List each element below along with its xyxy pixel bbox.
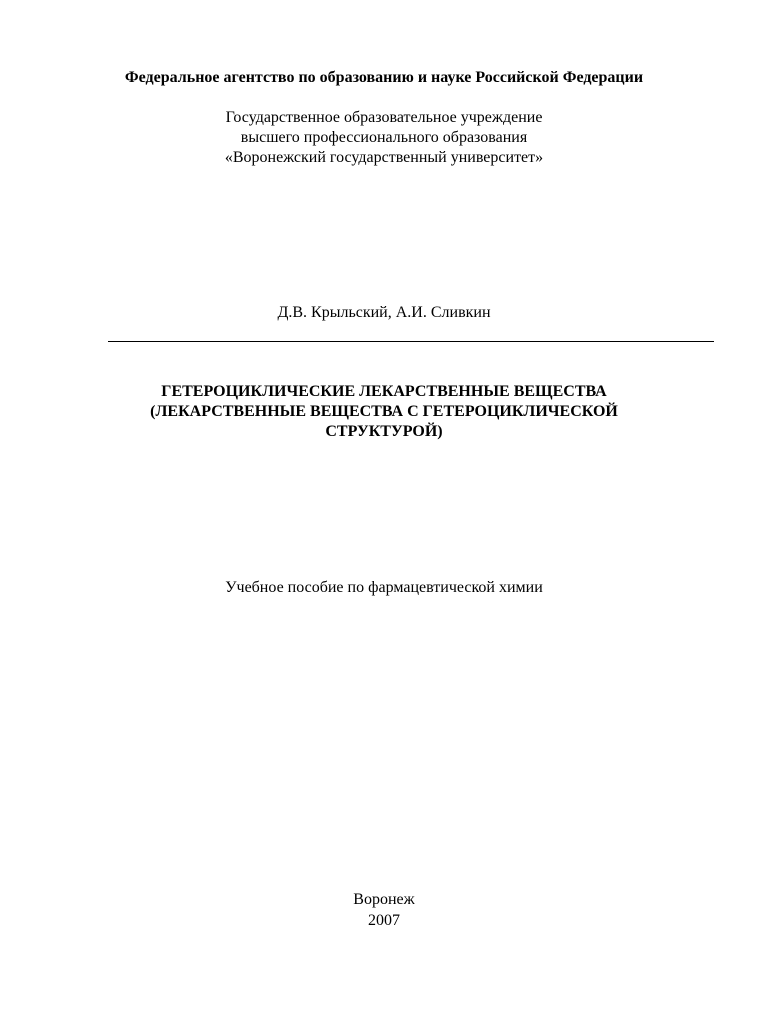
separator-rule: [108, 341, 714, 342]
city: Воронеж: [353, 891, 415, 908]
institution-line-1: Государственное образовательное учреждение: [225, 109, 543, 126]
institution-line-2: высшего профессионального образования: [240, 129, 528, 146]
institution-line-3: «Воронежский государственный университет»: [224, 149, 544, 166]
agency-heading: Федеральное агентство по образованию и науке Российской Федерации: [124, 69, 644, 86]
title-line-1: ГЕТЕРОЦИКЛИЧЕСКИЕ ЛЕКАРСТВЕННЫЕ ВЕЩЕСТВА: [161, 383, 607, 400]
year: 2007: [368, 912, 400, 929]
title-line-2: (ЛЕКАРСТВЕННЫЕ ВЕЩЕСТВА С ГЕТЕРОЦИКЛИЧЕСКОЙ: [150, 403, 618, 420]
authors: Д.В. Крыльский, А.И. Сливкин: [277, 304, 491, 321]
title-line-3: СТРУКТУРОЙ): [325, 423, 443, 440]
subtitle: Учебное пособие по фармацевтической химии: [225, 579, 543, 596]
